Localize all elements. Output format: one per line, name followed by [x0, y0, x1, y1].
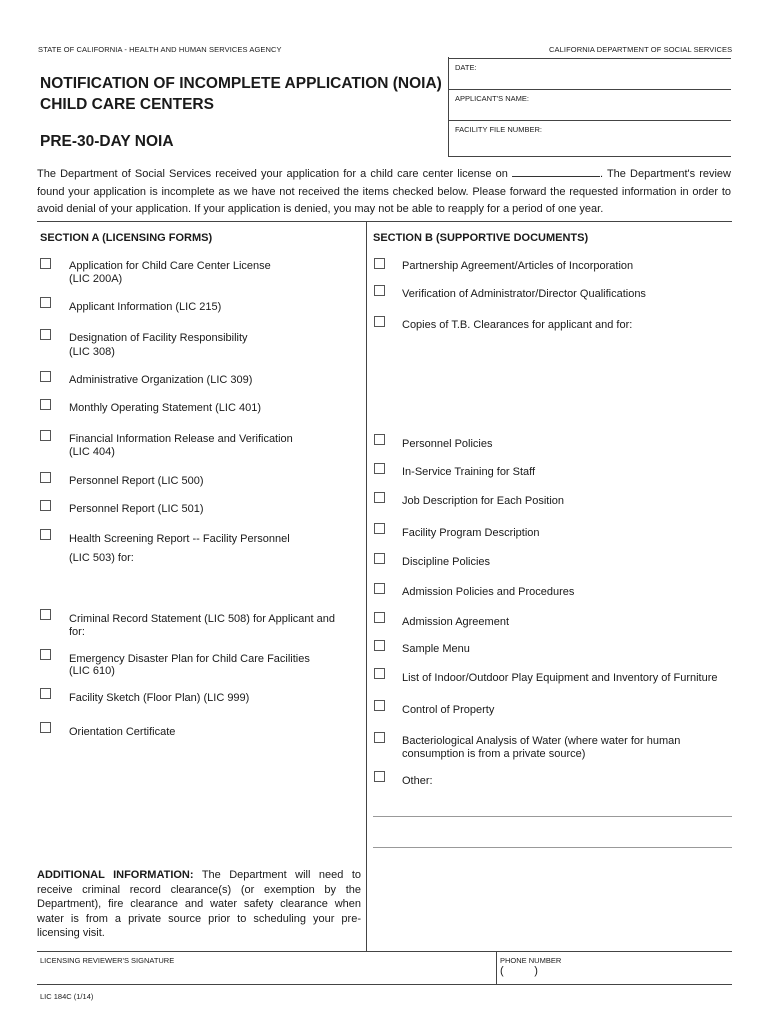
agency-right: CALIFORNIA DEPARTMENT OF SOCIAL SERVICES: [549, 45, 733, 54]
item-tb-clearances: Copies of T.B. Clearances for applicant and for:: [402, 319, 633, 331]
signature-bottom-rule: [37, 984, 732, 985]
checkbox-lic-200a[interactable]: [40, 258, 51, 269]
item-water-analysis-line1: Bacteriological Analysis of Water (where water for human: [402, 735, 681, 747]
additional-information-label: ADDITIONAL INFORMATION:: [37, 869, 194, 881]
item-lic-404-line2: (LIC 404): [69, 446, 115, 458]
checkbox-lic-401[interactable]: [40, 399, 51, 410]
item-lic-503-line1: Health Screening Report -- Facility Personnel: [69, 533, 290, 545]
item-lic-404-line1: Financial Information Release and Verification: [69, 433, 293, 445]
item-water-analysis-line2: consumption is from a private source): [402, 748, 586, 760]
item-lic-501: Personnel Report (LIC 501): [69, 503, 204, 515]
checkbox-job-description[interactable]: [374, 492, 385, 503]
item-lic-215: Applicant Information (LIC 215): [69, 301, 222, 313]
item-discipline-policies: Discipline Policies: [402, 556, 491, 568]
checkbox-sample-menu[interactable]: [374, 640, 385, 651]
checkbox-discipline-policies[interactable]: [374, 553, 385, 564]
form-title-line2: CHILD CARE CENTERS: [40, 96, 214, 113]
checkbox-lic-500[interactable]: [40, 472, 51, 483]
section-a-heading: SECTION A (LICENSING FORMS): [40, 232, 213, 244]
fields-bottom-rule: [448, 156, 731, 157]
item-lic-200a-line1: Application for Child Care Center License: [69, 260, 271, 272]
checkbox-admission-agreement[interactable]: [374, 612, 385, 623]
item-lic-508-line2: for:: [69, 626, 85, 638]
checkbox-other[interactable]: [374, 771, 385, 782]
phone-label: PHONE NUMBER: [500, 956, 562, 965]
checkbox-lic-308[interactable]: [40, 329, 51, 340]
checkbox-partnership-agreement[interactable]: [374, 258, 385, 269]
signature-label: LICENSING REVIEWER'S SIGNATURE: [40, 956, 175, 965]
additional-information-text: The Department will need to receive criminal record clearance(s) (or exemption by the Department), fire clearance and water safety clearance when water is from a private source prior to scheduling your pre-licensing visit.: [37, 869, 361, 939]
table-top-rule: [37, 221, 732, 222]
checkbox-orientation-certificate[interactable]: [40, 722, 51, 733]
applicant-name-label: APPLICANT'S NAME:: [455, 94, 529, 103]
item-admission-agreement: Admission Agreement: [402, 616, 509, 628]
signature-phone-divider: [496, 951, 497, 984]
item-other: Other:: [402, 775, 433, 787]
item-partnership-agreement: Partnership Agreement/Articles of Incorporation: [402, 260, 634, 272]
checkbox-lic-404[interactable]: [40, 430, 51, 441]
form-subtitle: PRE-30-DAY NOIA: [40, 133, 174, 150]
checkbox-tb-clearances[interactable]: [374, 316, 385, 327]
form-id: LIC 184C (1/14): [40, 992, 94, 1001]
facility-file-number-label: FACILITY FILE NUMBER:: [455, 125, 542, 134]
date-field[interactable]: [448, 58, 731, 89]
item-personnel-policies: Personnel Policies: [402, 438, 493, 450]
item-admission-policies: Admission Policies and Procedures: [402, 586, 575, 598]
item-in-service-training: In-Service Training for Staff: [402, 466, 536, 478]
checkbox-program-description[interactable]: [374, 523, 385, 534]
agency-left: STATE OF CALIFORNIA - HEALTH AND HUMAN SERVICES AGENCY: [38, 45, 282, 54]
license-date-blank[interactable]: [512, 166, 600, 177]
form-title: [40, 73, 442, 115]
checkbox-lic-309[interactable]: [40, 371, 51, 382]
signature-top-rule: [37, 951, 732, 952]
section-divider: [366, 221, 367, 951]
item-job-description: Job Description for Each Position: [402, 495, 565, 507]
item-lic-610-line1: Emergency Disaster Plan for Child Care Facilities: [69, 653, 310, 665]
checkbox-administrator-qualifications[interactable]: [374, 285, 385, 296]
item-lic-999: Facility Sketch (Floor Plan) (LIC 999): [69, 692, 250, 704]
checkbox-lic-503[interactable]: [40, 529, 51, 540]
applicant-name-field[interactable]: [448, 89, 731, 121]
facility-file-number-field[interactable]: [448, 120, 731, 157]
item-lic-308-line1: Designation of Facility Responsibility: [69, 332, 248, 344]
checkbox-personnel-policies[interactable]: [374, 434, 385, 445]
item-lic-308-line2: (LIC 308): [69, 346, 115, 358]
intro-part1: The Department of Social Services received your application for a child care center license on: [37, 168, 508, 180]
item-orientation-certificate: Orientation Certificate: [69, 726, 176, 738]
item-administrator-qualifications: Verification of Administrator/Director Qualifications: [402, 288, 646, 300]
item-lic-500: Personnel Report (LIC 500): [69, 475, 204, 487]
checkbox-lic-610[interactable]: [40, 649, 51, 660]
checkbox-lic-999[interactable]: [40, 688, 51, 699]
form-title-line1: NOTIFICATION OF INCOMPLETE APPLICATION (NOIA): [40, 75, 442, 92]
item-lic-309: Administrative Organization (LIC 309): [69, 374, 253, 386]
item-lic-610-line2: (LIC 610): [69, 665, 115, 677]
date-label: DATE:: [455, 63, 477, 72]
checkbox-lic-215[interactable]: [40, 297, 51, 308]
checkbox-water-analysis[interactable]: [374, 732, 385, 743]
intro-part2: . The Department's review found your application is incomplete as we have not received the items checked below. Please forward the requested information in order to avoid denial of your application. If your application is denied, you may not be able to reapply for a period of one year.: [37, 168, 731, 215]
section-b-heading: SECTION B (SUPPORTIVE DOCUMENTS): [373, 232, 589, 244]
checkbox-in-service-training[interactable]: [374, 463, 385, 474]
item-lic-200a-line2: (LIC 200A): [69, 273, 123, 285]
other-line-2[interactable]: [373, 847, 732, 848]
phone-field[interactable]: ( ): [500, 965, 538, 977]
checkbox-play-equipment[interactable]: [374, 668, 385, 679]
checkbox-admission-policies[interactable]: [374, 583, 385, 594]
item-lic-503-line2: (LIC 503) for:: [69, 552, 134, 564]
signature-field[interactable]: [40, 966, 490, 983]
other-line-1[interactable]: [373, 816, 732, 817]
item-sample-menu: Sample Menu: [402, 643, 470, 655]
item-control-of-property: Control of Property: [402, 704, 495, 716]
intro-paragraph: [37, 166, 731, 219]
item-lic-508-line1: Criminal Record Statement (LIC 508) for Applicant and: [69, 613, 335, 625]
item-lic-401: Monthly Operating Statement (LIC 401): [69, 402, 261, 414]
checkbox-lic-508[interactable]: [40, 609, 51, 620]
additional-information: [37, 868, 361, 941]
item-play-equipment: List of Indoor/Outdoor Play Equipment and Inventory of Furniture: [402, 672, 718, 684]
item-program-description: Facility Program Description: [402, 527, 540, 539]
checkbox-control-of-property[interactable]: [374, 700, 385, 711]
checkbox-lic-501[interactable]: [40, 500, 51, 511]
